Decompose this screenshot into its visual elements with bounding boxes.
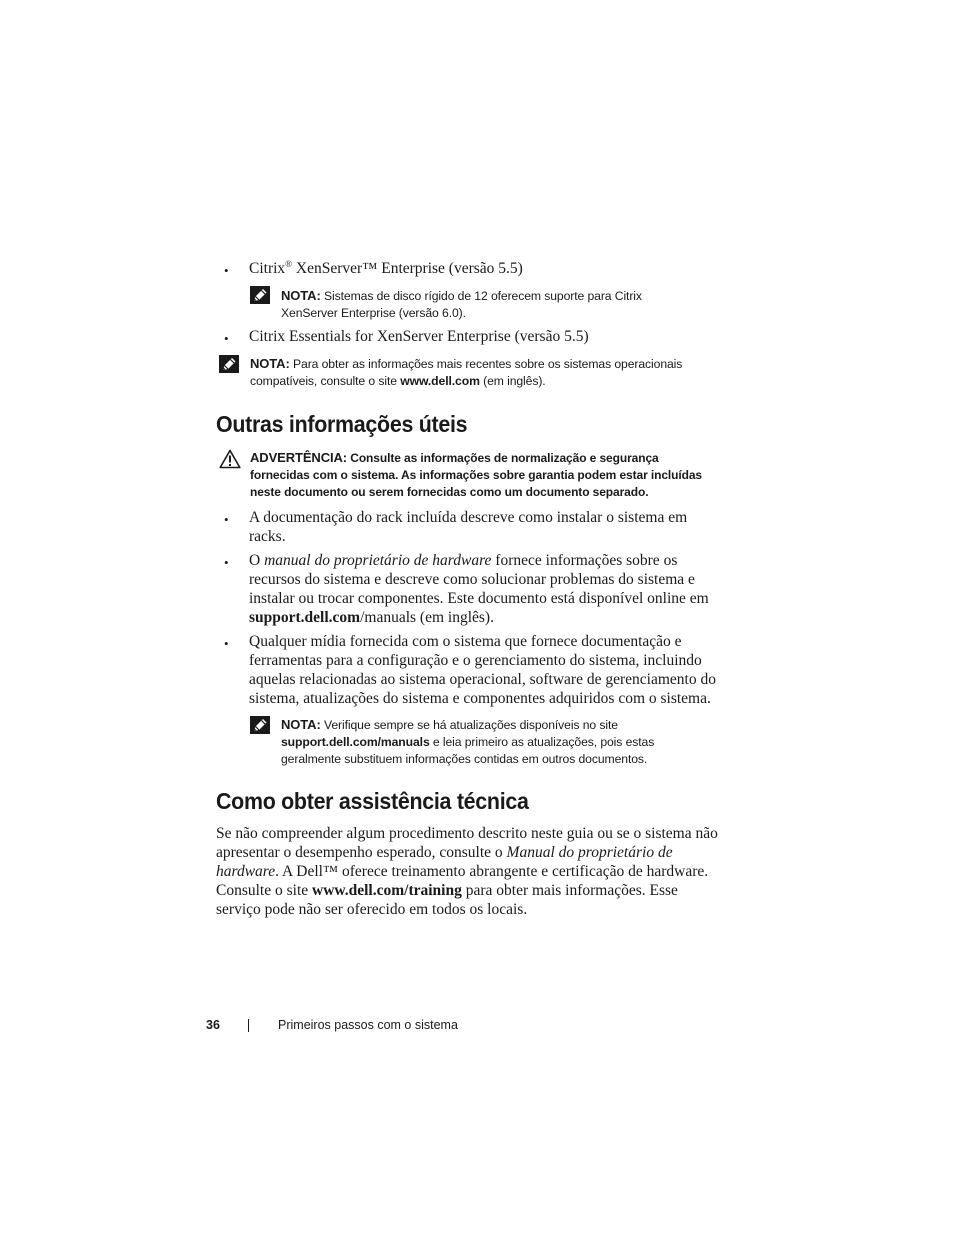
list-item-xenserver: Citrix® XenServer™ Enterprise (versão 5.5) <box>249 259 523 277</box>
tech-support-paragraph: Se não compreender algum procedimento descrito neste guia ou se o sistema não apresentar o desempenho esperado, consulte o Manual do proprietário de hardware. A Dell™ oferece treinamento abrangente e certificação de hardware. Consulte o site www.dell.com/training para obter mais informações. Esse serviço pode não ser oferecido em todos os locais. <box>216 825 718 918</box>
list-item-rack-doc: A documentação do rack incluída descreve como instalar o sistema em racks. <box>249 509 688 545</box>
page-number: 36 <box>206 1018 220 1032</box>
training-link[interactable]: www.dell.com/training <box>312 882 462 899</box>
footer-section-title: Primeiros passos com o sistema <box>278 1018 458 1032</box>
bullet-mark: • <box>224 636 229 651</box>
note-pencil-icon <box>250 716 270 734</box>
note-pencil-icon <box>219 355 239 373</box>
section-title-useful-info: Outras informações úteis <box>216 411 468 437</box>
support-manuals-link[interactable]: support.dell.com/manuals <box>281 735 430 749</box>
dell-link[interactable]: www.dell.com <box>400 374 480 388</box>
section-title-tech-support: Como obter assistência técnica <box>216 788 529 814</box>
footer-separator <box>248 1019 249 1032</box>
bullet-mark: • <box>224 263 229 278</box>
note-hdd-support: NOTA: Sistemas de disco rígido de 12 oferecem suporte para Citrix XenServer Enterprise (versão 6.0). <box>281 288 642 320</box>
list-item-citrix-essentials: Citrix Essentials for XenServer Enterprise (versão 5.5) <box>249 328 589 345</box>
warning-triangle-icon <box>219 449 241 469</box>
list-item-owners-manual: O manual do proprietário de hardware fornece informações sobre os recursos do sistema e descreve como solucionar problemas do sistema e instalar ou trocar componentes. Este documento está disponível online em support.dell.com/manuals (em inglês). <box>249 552 709 626</box>
note-pencil-icon <box>250 286 270 304</box>
bullet-mark: • <box>224 512 229 527</box>
support-link[interactable]: support.dell.com <box>249 609 361 626</box>
list-item-media: Qualquer mídia fornecida com o sistema que fornece documentação e ferramentas para a configuração e o gerenciamento do sistema, incluindo aquelas relacionadas ao sistema operacional, software de gerenciamento do sistema, atualizações do sistema e componentes adquiridos com o sistema. <box>249 633 716 707</box>
note-check-updates: NOTA: Verifique sempre se há atualizações disponíveis no site support.dell.com/manuals e leia primeiro as atualizações, pois estas geralmente substituem informações contidas em outros documentos. <box>281 717 655 766</box>
warning-safety-info: ADVERTÊNCIA: Consulte as informações de normalização e segurança fornecidas com o sistema. As informações sobre garantia podem estar incluídas neste documento ou serem fornecidas como um documento separado. <box>250 450 703 499</box>
note-supported-os: NOTA: Para obter as informações mais recentes sobre os sistemas operacionais compatíveis, consulte o site www.dell.com (em inglês). <box>250 356 683 388</box>
bullet-mark: • <box>224 555 229 570</box>
bullet-mark: • <box>224 331 229 346</box>
